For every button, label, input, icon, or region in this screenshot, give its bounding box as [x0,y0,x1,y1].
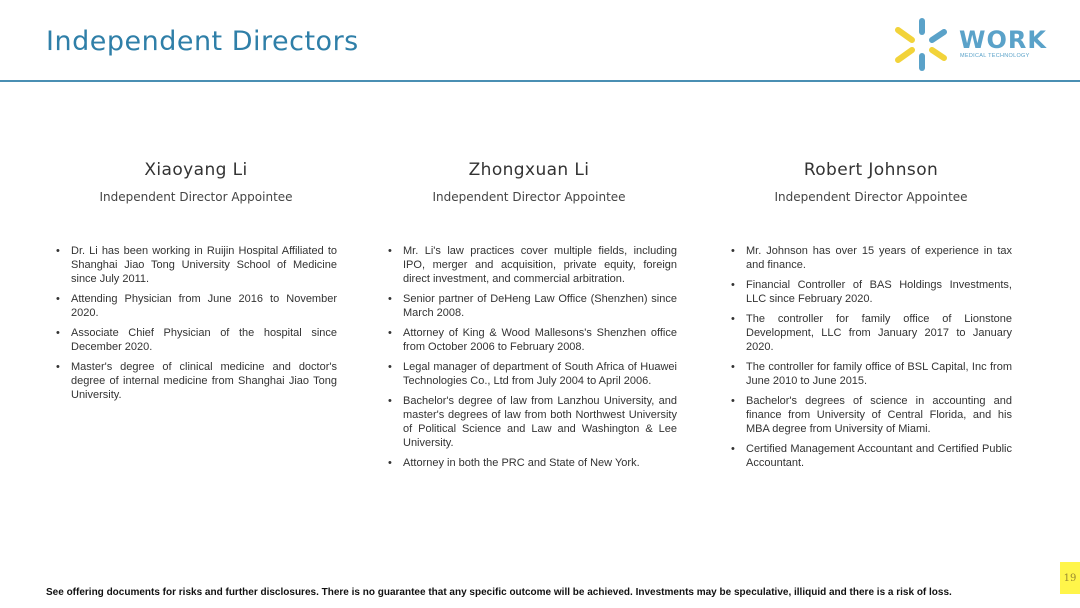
logo-word: WORK [959,26,1047,54]
list-item: • Attorney in both the PRC and State of New York. [388,457,640,469]
list-item: • Bachelor's degree of law from Lanzhou University, and master's degrees of law from both Northwest University of Political Science and Law and Washington & Lee University. [388,395,677,449]
director-bullets [730,244,1012,476]
director-role: Independent Director Appointee [99,190,293,204]
slide-title: Independent Directors [46,26,359,57]
director-column-robert-johnson [730,160,1012,469]
list-item: • Mr. Johnson has over 15 years of experience in tax and finance. [731,245,1012,271]
title-divider [0,80,1080,82]
list-item: • Certified Management Accountant and Certified Public Accountant. [731,443,1012,469]
director-column-zhongxuan-li [387,160,679,469]
disclaimer-footer: See offering documents for risks and further disclosures. There is no guarantee that any specific outcome will be achieved. Investments may be speculative, illiquid and there is a risk of loss. [46,587,952,598]
director-column-xiaoyang-li [55,160,337,401]
director-role: Independent Director Appointee [432,190,626,204]
list-item: • Dr. Li has been working in Ruijin Hospital Affiliated to Shanghai Jiao Tong University School of Medicine since July 2011. [56,245,337,285]
list-item: • Mr. Li's law practices cover multiple fields, including IPO, merger and acquisition, private equity, foreign direct investment, and commercial arbitration. [388,245,677,285]
list-item: • The controller for family office of BSL Capital, Inc from June 2010 to June 2015. [731,361,1012,387]
logo-mark-icon [892,16,952,74]
list-item: • Financial Controller of BAS Holdings Investments, LLC since February 2020. [731,279,1012,305]
list-item: • Master's degree of clinical medicine and doctor's degree of internal medicine from Shanghai Jiao Tong University. [56,361,337,401]
logo-subtitle: MEDICAL TECHNOLOGY [960,53,1030,59]
list-item: • Attending Physician from June 2016 to November 2020. [56,293,337,319]
director-name: Xiaoyang Li [144,160,248,180]
company-logo [892,16,1047,74]
list-item: • Senior partner of DeHeng Law Office (Shenzhen) since March 2008. [388,293,677,319]
director-name: Zhongxuan Li [468,160,590,180]
list-item: • Legal manager of department of South Africa of Huawei Technologies Co., Ltd from July 2004 to April 2006. [388,361,677,387]
list-item: • Associate Chief Physician of the hospital since December 2020. [56,327,337,353]
list-item: • The controller for family office of Lionstone Development, LLC from January 2017 to January 2020. [731,313,1012,353]
list-item: • Bachelor's degrees of science in accounting and finance from University of Central Florida, and his MBA degree from University of Miami. [731,395,1012,435]
director-role: Independent Director Appointee [774,190,968,204]
page-number: 19 [1060,562,1080,594]
director-name: Robert Johnson [803,160,939,180]
list-item: • Attorney of King & Wood Mallesons's Shenzhen office from October 2006 to February 2008. [388,327,677,353]
director-bullets [387,244,677,476]
director-bullets [55,244,337,408]
